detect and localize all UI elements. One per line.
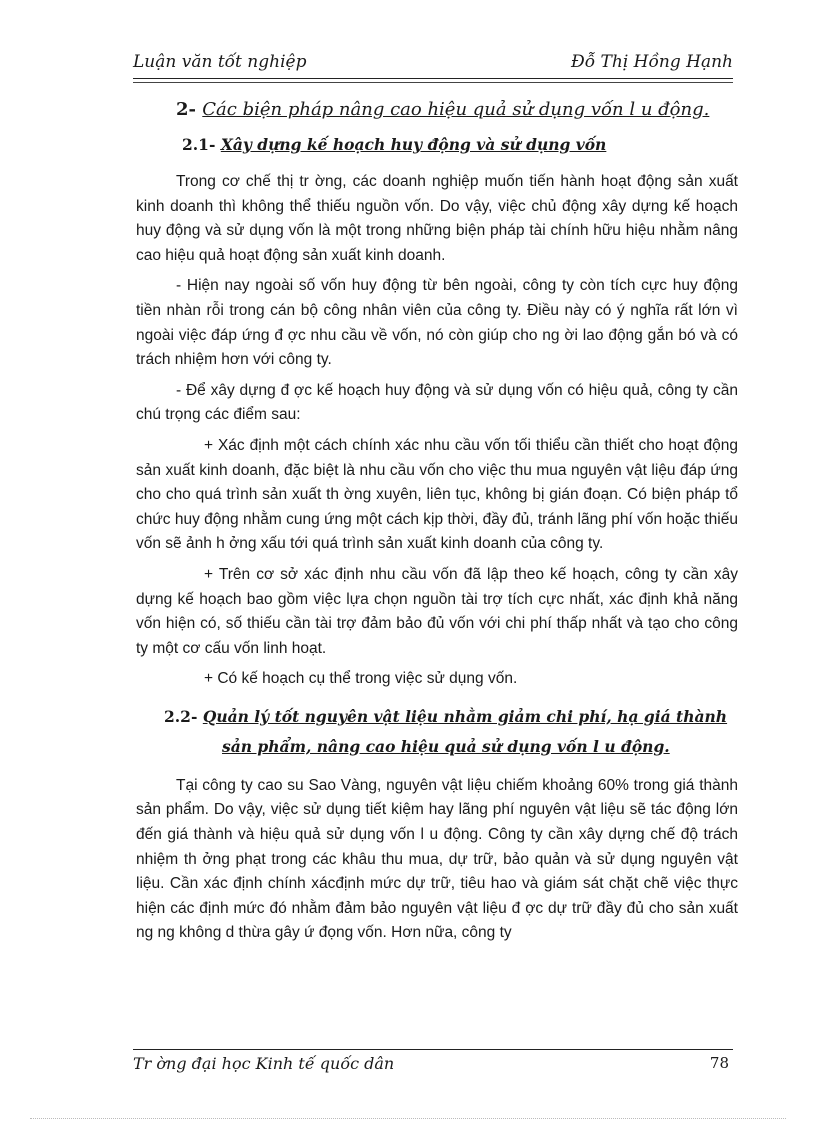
bullet-paragraph: + Có kế hoạch cụ thể trong việc sử dụng vốn.: [204, 670, 518, 688]
bullet-paragraph: + Trên cơ sở xác định nhu cầu vốn đã lập theo kế hoạch, công ty cần xây dựng kế hoạch bao gồm việc lựa chọn nguồn tài trợ tích cực nhất, xác định khả năng vốn hiện có, số thiếu cần tài trợ đảm bảo đủ vốn với chi phí thấp nhất và tạo cho công ty một cơ cấu vốn linh hoạt.: [136, 565, 738, 657]
subsection-number: 2.2-: [164, 706, 198, 726]
subsection-heading-2-2: [136, 702, 738, 762]
subsection-heading-2-1: [136, 132, 738, 158]
page-body: [136, 96, 738, 946]
page-number: 78: [709, 1054, 729, 1072]
section-title: Các biện pháp nâng cao hiệu quả sử dụng vốn l u động.: [202, 99, 710, 120]
paragraph: - Hiện nay ngoài số vốn huy động từ bên ngoài, công ty còn tích cực huy động tiền nhàn rỗi trong cán bộ công nhân viên của công ty. Điều này có ý nghĩa rất lớn vì ngoài việc đáp ứng đ ợc nhu cầu về vốn, nó còn giúp cho ng ời lao động gắn bó và có trách nhiệm hơn với công ty.: [136, 277, 738, 369]
subsection-number: 2.1-: [182, 135, 216, 154]
running-header: [133, 50, 733, 76]
subsection-title: Xây dựng kế hoạch huy động và sử dụng vốn: [220, 135, 607, 154]
running-footer: [133, 1054, 733, 1078]
paragraph: Tại công ty cao su Sao Vàng, nguyên vật liệu chiếm khoảng 60% trong giá thành sản phẩm. Do vậy, việc sử dụng tiết kiệm hay lãng phí nguyên vật liệu sẽ tác động lớn đến giá thành và hiệu quả sử dụng vốn l u động. Công ty cần xây dựng chế độ trách nhiệm th ởng phạt trong các khâu thu mua, dự trữ, bảo quản và sử dụng nguyên vật liệu. Cần xác định chính xácđịnh mức dự trữ, tiêu hao và giám sát chặt chẽ việc thực hiện các định mức đó nhằm đảm bảo nguyên vật liệu đ ợc dự trữ đầy đủ cho sản xuất ng ng không d thừa gây ứ đọng vốn. Hơn nữa, công ty: [136, 776, 738, 942]
footer-rule: [133, 1049, 733, 1050]
subsection-title-line-1: Quản lý tốt nguyên vật liệu nhằm giảm chi phí, hạ giá thành: [202, 706, 728, 726]
section-number: 2-: [176, 99, 196, 120]
subsection-heading-line-1: [136, 702, 738, 732]
subsection-title-line-2: sản phẩm, nâng cao hiệu quả sử dụng vốn l u động.: [222, 736, 670, 756]
header-thesis-label: Luận văn tốt nghiệp: [133, 52, 307, 72]
paragraph: - Để xây dựng đ ợc kế hoạch huy động và sử dụng vốn có hiệu quả, công ty cần chú trọng các điểm sau:: [136, 381, 738, 424]
bullet-paragraph: + Xác định một cách chính xác nhu cầu vốn tối thiểu cần thiết cho hoạt động sản xuất kinh doanh, đặc biệt là nhu cầu vốn cho việc thu mua nguyên vật liệu đáp ứng cho cho quá trình sản xuất th ờng xuyên, liên tục, không bị gián đoạn. Có biện pháp tổ chức huy động nhằm cung ứng một cách kịp thời, đầy đủ, tránh lãng phí vốn hoặc thiếu vốn sẽ ảnh h ởng xấu tới quá trình sản xuất kinh doanh của công ty.: [136, 436, 738, 553]
header-author-name: Đỗ Thị Hồng Hạnh: [571, 52, 733, 72]
header-rule-thin: [133, 82, 733, 83]
section-heading: [136, 96, 738, 124]
paragraph: Trong cơ chế thị tr ờng, các doanh nghiệp muốn tiến hành hoạt động sản xuất kinh doanh thì không thể thiếu nguồn vốn. Do vậy, việc chủ động xây dựng kế hoạch huy động và sử dụng vốn là một trong những biện pháp tài chính hữu hiệu nhằm nâng cao hiệu quả hoạt động sản xuất kinh doanh.: [136, 173, 738, 264]
header-rule-thick: [133, 78, 733, 79]
page-edge-dotted-line: [30, 1118, 786, 1119]
footer-university-name: Tr ờng đại học Kinh tế quốc dân: [133, 1054, 395, 1073]
